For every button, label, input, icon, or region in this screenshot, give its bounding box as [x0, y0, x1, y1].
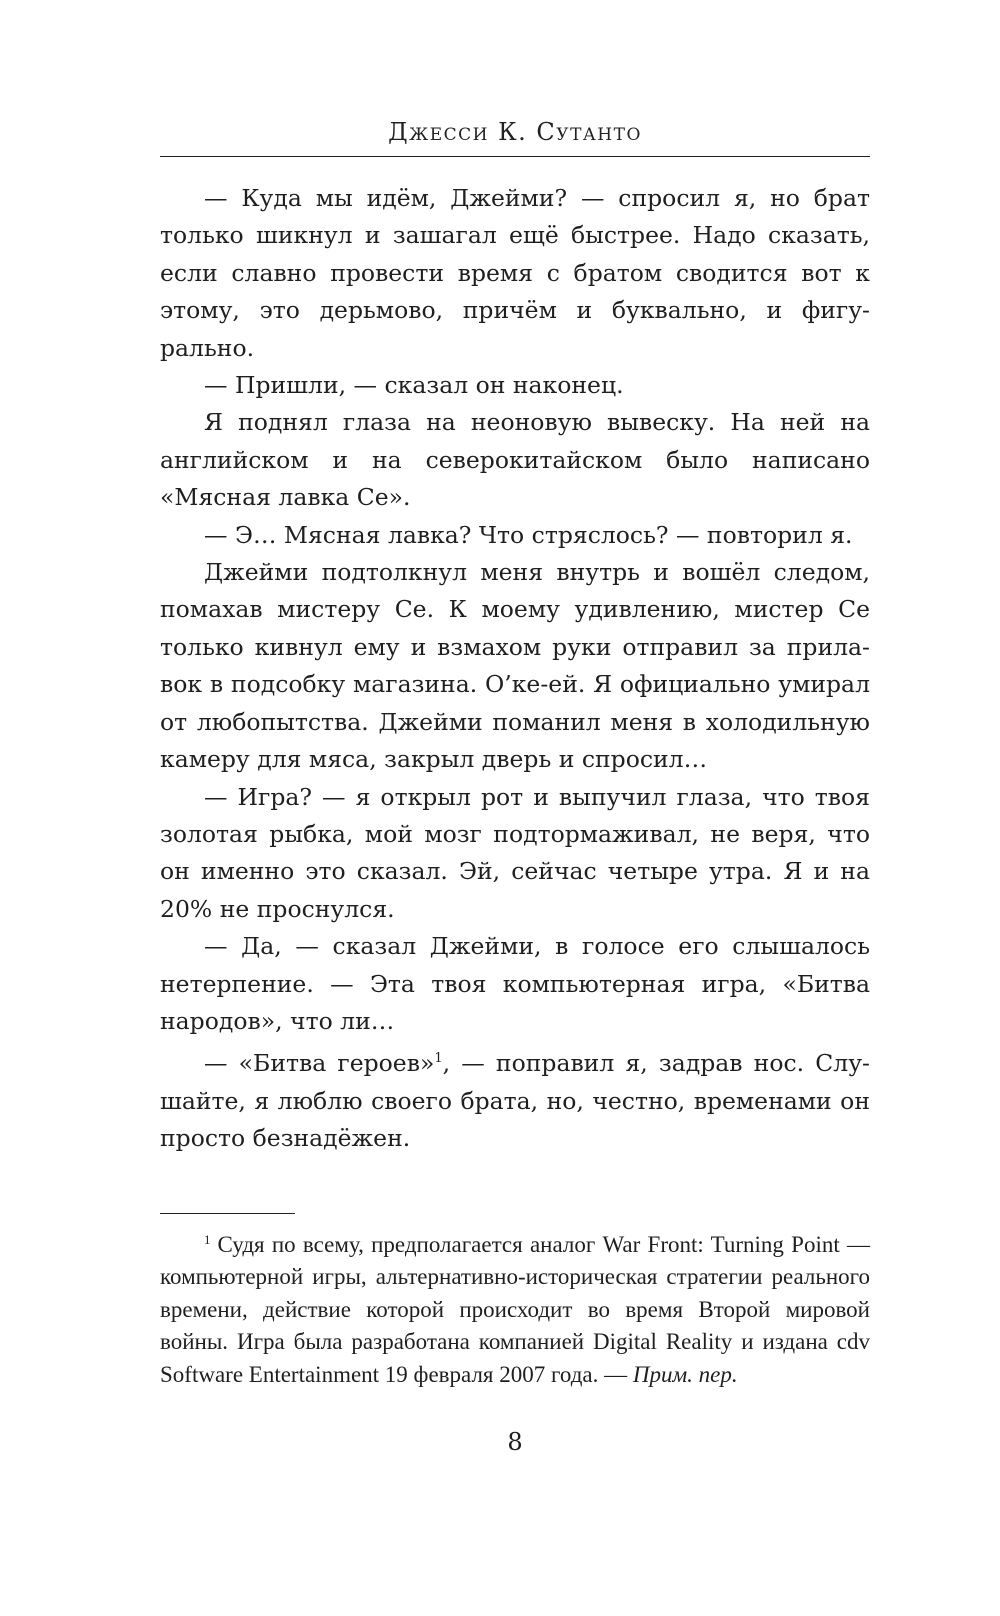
paragraph: [160, 554, 870, 778]
translator-note: Прим. пер.: [632, 1361, 738, 1387]
running-title: Джесси К. Сутанто: [388, 118, 642, 146]
paragraph: [160, 367, 870, 404]
footnote-reference[interactable]: 1: [434, 1051, 443, 1067]
paragraph-text: — «Битва героев»: [204, 1049, 435, 1078]
paragraph-text: — Э… Мясная лавка? Что стряслось? — повторил я.: [204, 520, 853, 549]
paragraph: [160, 779, 870, 929]
paragraph-text: — Да, — сказал Джейми, в голосе его слышалось нетерпение. — Эта твоя компьютерная игра, «Битва народов», что ли…: [160, 932, 870, 1035]
footnote-marker: 1: [204, 1232, 211, 1247]
paragraph: [160, 517, 870, 554]
paragraph-text-continued: , — поправил я, задрав нос. Слушайте, я люблю своего брата, но, честно, временами он просто безнадёжен.: [160, 1049, 870, 1153]
paragraph-text: — Игра? — я открыл рот и выпучил глаза, что твоя золотая рыбка, мой мозг подтормаживал, не веря, что он именно это сказал. Эй, сейчас четыре утра. Я и на 20% не проснулся.: [160, 782, 870, 923]
paragraph: [160, 404, 870, 516]
footnote: [160, 1224, 870, 1391]
paragraph: [160, 180, 870, 367]
paragraph-text: — Пришли, — сказал он наконец.: [204, 371, 624, 400]
header-rule: [160, 156, 870, 157]
paragraph-text: — Куда мы идём, Джейми? — спросил я, но брат только шикнул и зашагал ещё быстрее. Надо сказать, если славно провести время с братом сводится вот к этому, это дерьмово, причём и буквально, и фигурально.: [160, 184, 870, 362]
page-number: 8: [507, 1428, 523, 1456]
footnote-text: Судя по всему, предполагается аналог War Front: Turning Point — компьютерной игры, альтернативно-историческая стратегии реального времени, действие которой происходит во время Второй мировой войны. Игра была разработана компанией Digital Reality и издана cdv Software Entertainment 19 февраля 2007 года. —: [160, 1232, 870, 1387]
paragraph: [160, 928, 870, 1040]
paragraph-text: Джейми подтолкнул меня внутрь и вошёл следом, помахав мистеру Се. К моему удивлению, мистер Се только кивнул ему и взмахом руки отправил за прилавок в подсобку магазина. О’ке-ей. Я официально умирал от любопытства. Джейми поманил меня в холодильную камеру для мяса, закрыл дверь и спросил…: [160, 558, 870, 774]
paragraph-text: Я поднял глаза на неоновую вывеску. На ней на английском и на северокитайском было написано «Мясная лавка Се».: [160, 408, 870, 512]
paragraph: [160, 1040, 870, 1157]
footnote-rule: [160, 1213, 295, 1214]
body-text: [160, 180, 870, 1158]
